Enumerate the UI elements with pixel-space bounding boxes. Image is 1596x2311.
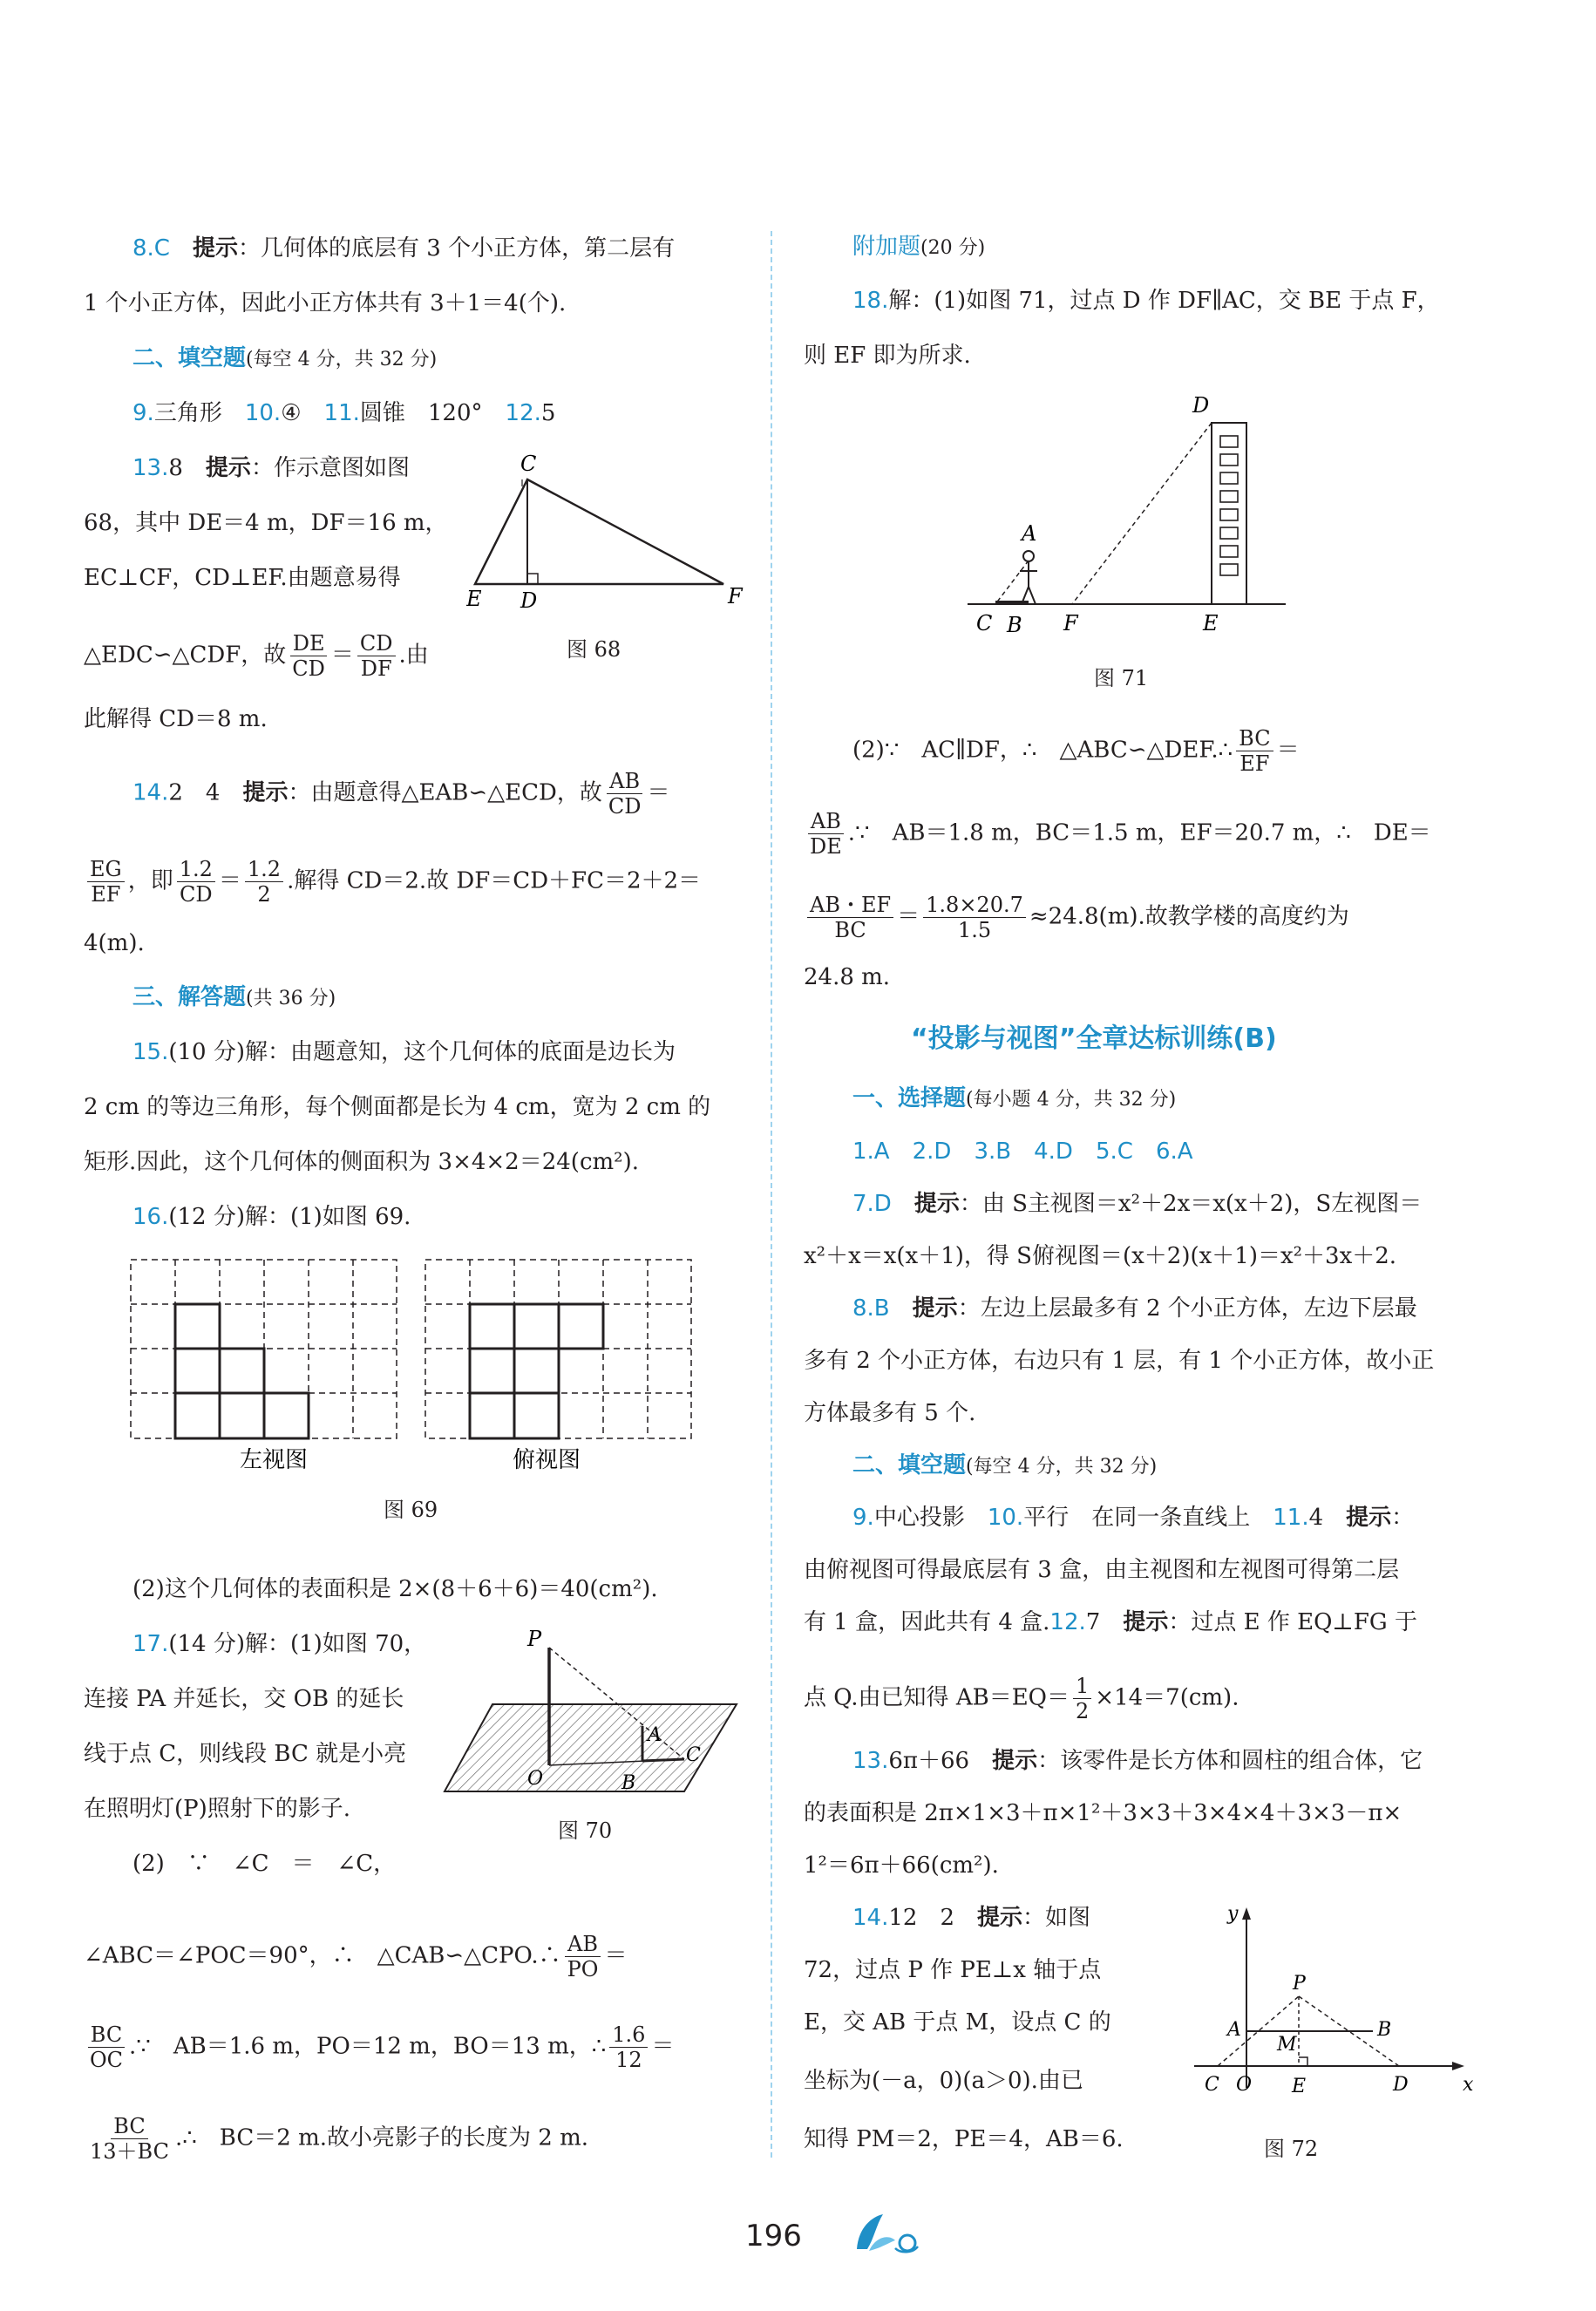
q16-line2: (2)这个几何体的表面积是 2×(8＋6＋6)＝40(cm²). xyxy=(132,1576,658,1602)
fig71-label-D: D xyxy=(1192,393,1210,418)
fig71-label-F: F xyxy=(1063,611,1078,635)
q18-line1: 18.解：(1)如图 71，过点 D 作 DF∥AC，交 BE 于点 F， xyxy=(852,288,1440,314)
q8-line2: 1 个小正方体，因此小正方体共有 3＋1＝4(个). xyxy=(84,290,567,316)
fig72-label-D: D xyxy=(1393,2074,1409,2096)
fig69-caption: 图 69 xyxy=(384,1498,438,1522)
fig72-label-x: x xyxy=(1463,2074,1473,2096)
q14r-line4: 坐标为(－a，0)(a＞0).由已 xyxy=(804,2068,1083,2094)
q8-line1: 8.C 提示：几何体的底层有 3 个小正方体，第二层有 xyxy=(132,235,676,262)
fig71-building xyxy=(1212,423,1246,604)
figure-72 xyxy=(1185,1900,1473,2101)
q7-line1: 7.D 提示：由 S主视图＝x²＋2x＝x(x＋2)，S左视图＝ xyxy=(852,1191,1423,1217)
mc-answers: 1.A 2.D 3.B 4.D 5.C 6.A xyxy=(852,1139,1193,1165)
q15-line2: 2 cm 的等边三角形，每个侧面都是长为 4 cm，宽为 2 cm 的 xyxy=(84,1094,711,1120)
q9r-line4: 点 Q.由已知得 AB＝EQ＝ $\frac{1}{2}$ ×14＝7(cm). xyxy=(804,1674,1239,1723)
fig69-top-view-label: 俯视图 xyxy=(513,1447,581,1473)
q17-line6: ∠ABC＝∠POC＝90°，∴ △CAB∽△CPO.∴ $\frac{AB}{PO}$ ＝ xyxy=(84,1932,628,1981)
fig70-shadow xyxy=(642,1759,684,1761)
fig69-left-view xyxy=(175,1304,309,1438)
fig70-label-B: B xyxy=(621,1772,636,1794)
figure-68 xyxy=(466,449,745,619)
q17-line5: (2) ∵ ∠C ＝ ∠C， xyxy=(132,1851,397,1877)
fig71-line-DF xyxy=(1072,423,1212,604)
fig72-label-C: C xyxy=(1205,2074,1219,2096)
chapter-title: “投影与视图”全章达标训练(B) xyxy=(911,1023,1277,1054)
fig71-label-E: E xyxy=(1203,611,1219,635)
q9r-line2: 由俯视图可得最底层有 3 盒，由主视图和左视图可得第二层 xyxy=(804,1557,1400,1583)
page-number: 196 xyxy=(745,2219,802,2253)
fig72-label-B: B xyxy=(1377,2019,1392,2041)
q13r-line1: 13.6π＋66 提示：该零件是长方体和圆柱的组合体，它 xyxy=(852,1748,1423,1774)
section-solve-heading: 三、解答题(共 36 分) xyxy=(132,984,336,1010)
fig71-label-C: C xyxy=(976,611,993,635)
q13-line1: 13.8 提示：作示意图如图 xyxy=(132,455,410,481)
fig72-label-P: P xyxy=(1293,1973,1306,1995)
q18-line3: (2)∵ AC∥DF，∴ △ABC∽△DEF.∴ $\frac{BC}{EF}$ ＝ xyxy=(852,726,1300,776)
q14r-line5: 知得 PM＝2，PE＝4，AB＝6. xyxy=(804,2126,1124,2152)
q17-line2: 连接 PA 并延长，交 OB 的延长 xyxy=(84,1686,404,1712)
q14-line3: 4(m). xyxy=(84,930,145,956)
q15-line3: 矩形.因此，这个几何体的侧面积为 3×4×2＝24(cm²). xyxy=(84,1149,640,1175)
q14-line1: 14.2 4 提示：由题意得△EAB∽△ECD，故 $\frac{AB}{CD}$ ＝ xyxy=(132,769,670,819)
fig69-top-view xyxy=(470,1304,603,1438)
fig72-label-A: A xyxy=(1227,2019,1241,2041)
fig70-label-P: P xyxy=(527,1630,542,1651)
q15-line1: 15.(10 分)解：由题意知，这个几何体的底面是边长为 xyxy=(132,1039,676,1065)
q9r-line1: 9.中心投影 10.平行 在同一条直线上 11.4 提示： xyxy=(852,1505,1415,1531)
q14r-line2: 72，过点 P 作 PE⊥x 轴于点 xyxy=(804,1957,1102,1983)
section-fill-blank-heading: 二、填空题(每空 4 分，共 32 分) xyxy=(132,345,438,371)
q17-line7: $\frac{BC}{OC}$ .∵ AB＝1.6 m，PO＝12 m，BO＝13 m，∴ $\frac{1.6}{12}$ ＝ xyxy=(84,2022,674,2072)
q9-12-answers: 9.三角形 10.④ 11.圆锥 120° 12.5 xyxy=(132,400,556,426)
q14r-line3: E，交 AB 于点 M，设点 C 的 xyxy=(804,2009,1111,2036)
q18-line6: 24.8 m. xyxy=(804,964,891,990)
q17-line4: 在照明灯(P)照射下的影子. xyxy=(84,1796,351,1822)
fig72-label-O: O xyxy=(1236,2074,1253,2096)
fig70-label-C: C xyxy=(686,1744,701,1766)
fig72-caption: 图 72 xyxy=(1264,2137,1319,2161)
fig68-label-F: F xyxy=(728,584,743,608)
q8r-line3: 方体最多有 5 个. xyxy=(804,1400,976,1426)
q13-line3: EC⊥CF，CD⊥EF.由题意易得 xyxy=(84,565,401,591)
extra-heading: 附加题(20 分) xyxy=(852,234,986,260)
figure-70 xyxy=(440,1630,745,1805)
fig70-label-O: O xyxy=(527,1768,544,1790)
q13r-line2: 的表面积是 2π×1×3＋π×1²＋3×3＋3×4×4＋3×3－π× xyxy=(804,1800,1402,1826)
q13-line5: 此解得 CD＝8 m. xyxy=(84,706,268,732)
q14r-line1: 14.12 2 提示：如图 xyxy=(852,1905,1091,1931)
q13-line4: △EDC∽△CDF，故 $\frac{DE}{CD}$ ＝ $\frac{CD}{DF}$ .由 xyxy=(84,631,429,681)
fig70-label-A: A xyxy=(648,1724,662,1746)
q17-line1: 17.(14 分)解：(1)如图 70， xyxy=(132,1631,427,1657)
fig72-label-E: E xyxy=(1292,2076,1307,2097)
fig72-label-M: M xyxy=(1277,2034,1297,2056)
q14-line2: $\frac{EG}{EF}$ ，即 $\frac{1.2}{CD}$ ＝ $\frac{1.2}{2}$ .解得 CD＝2.故 DF＝CD＋FC＝2＋2＝ xyxy=(84,857,701,907)
fig68-label-D: D xyxy=(520,588,538,613)
q18-line2: 则 EF 即为所求. xyxy=(804,343,971,369)
fig71-person-head xyxy=(1023,551,1034,561)
q18-line4: $\frac{AB}{DE}$ .∵ AB＝1.8 m，BC＝1.5 m，EF＝20.7 m，∴ DE＝ xyxy=(804,809,1431,859)
section-fill-blank-heading-r: 二、填空题(每空 4 分，共 32 分) xyxy=(852,1452,1158,1478)
fig72-label-y: y xyxy=(1227,1903,1239,1925)
q13-line2: 68，其中 DE＝4 m，DF＝16 m， xyxy=(84,510,448,536)
fig68-triangle xyxy=(475,479,723,584)
q13r-line3: 1²＝6π＋66(cm²). xyxy=(804,1852,999,1879)
fig70-caption: 图 70 xyxy=(558,1818,613,1843)
figure-69 xyxy=(122,1255,750,1482)
q8r-line1: 8.B 提示：左边上层最多有 2 个小正方体，左边下层最 xyxy=(852,1295,1417,1322)
column-divider xyxy=(771,231,772,2158)
q8r-line2: 多有 2 个小正方体，右边只有 1 层，有 1 个小正方体，故小正 xyxy=(804,1348,1435,1374)
leaf-decoration-icon xyxy=(850,2210,924,2258)
fig71-label-B: B xyxy=(1007,613,1022,635)
section-choice-heading: 一、选择题(每小题 4 分，共 32 分) xyxy=(852,1085,1177,1111)
fig68-caption: 图 68 xyxy=(567,637,621,662)
q7-line2: x²＋x＝x(x＋1)，得 S俯视图＝(x＋2)(x＋1)＝x²＋3x＋2. xyxy=(804,1243,1397,1269)
fig69-left-view-label: 左视图 xyxy=(240,1447,309,1473)
fig71-label-A: A xyxy=(1022,521,1037,546)
figure-71 xyxy=(959,391,1290,635)
q17-line8: $\frac{BC}{13+BC}$ .∴ BC＝2 m.故小亮影子的长度为 2 m. xyxy=(90,2114,588,2164)
fig68-label-C: C xyxy=(520,452,537,476)
fig68-label-E: E xyxy=(466,587,482,611)
q17-line3: 线于点 C，则线段 BC 就是小亮 xyxy=(84,1741,407,1767)
q16-line1: 16.(12 分)解：(1)如图 69. xyxy=(132,1204,411,1230)
fig71-caption: 图 71 xyxy=(1094,666,1149,690)
q18-line5: $\frac{AB・EF}{BC}$ ＝ $\frac{1.8\times 20.7}{1.5}$ ≈24.8(m).故教学楼的高度约为 xyxy=(804,893,1349,942)
q9r-line3: 有 1 盒，因此共有 4 盒.12.7 提示：过点 E 作 EQ⊥FG 于 xyxy=(804,1609,1417,1635)
